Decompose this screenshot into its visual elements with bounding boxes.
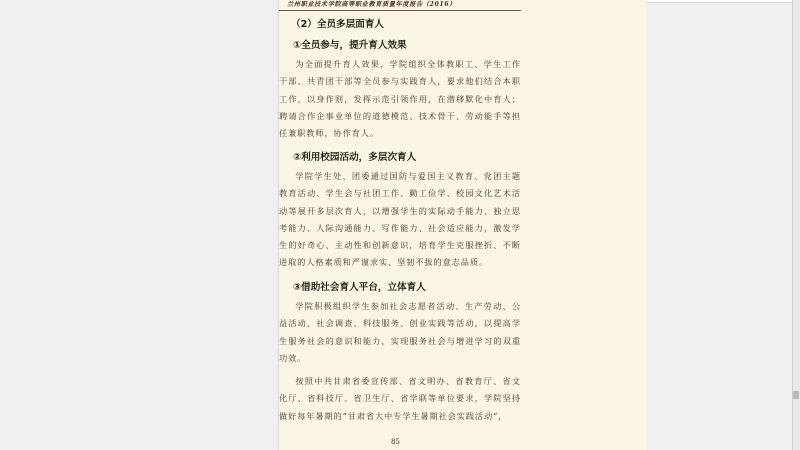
scrollbar-thumb[interactable] bbox=[793, 391, 799, 399]
vertical-scrollbar[interactable] bbox=[792, 0, 800, 450]
subheading-2: ②利用校园活动，多层次育人 bbox=[293, 152, 417, 163]
paragraph-2: 学院学生处、团委通过国防与爱国主义教育、党团主题教育活动、学生会与社团工作、勤工俭学、校园文化艺术活动等展开多层次育人，以增强学生的实际动手能力、独立思考能力、人际沟通能力、写作能力、社会适应能力，激发学生的好奇心、主动性和创新意识，培育学生克服挫折、不断进取的人格素质和严谨求实、坚韧不拔的意志品质。 bbox=[279, 171, 521, 268]
viewer-top-strip bbox=[646, 0, 800, 3]
subheading-1: ①全员参与，提升育人效果 bbox=[293, 40, 407, 51]
header-rule bbox=[279, 10, 521, 11]
paragraph-1: 为全面提升育人效果，学院组织全体教职工、学生工作干部、共青团干部等全员参与实践育人，要求他们结合本职工作，以身作则，发挥示范引领作用，在潜移默化中育人；聘请合作企事业单位的道德模范、技术骨干、劳动能手等担任兼职教师，协作育人。 bbox=[279, 59, 521, 139]
page-number: 85 bbox=[391, 438, 400, 446]
running-header: 兰州职业技术学院高等职业教育质量年度报告（2016） bbox=[287, 1, 456, 8]
paragraph-4: 按照中共甘肃省委宣传部、省文明办、省教育厅、省文化厅、省科技厅、省卫生厅、省学联等单位要求，学院坚持做好每年暑期的“甘肃省大中专学生暑期社会实践活动”， bbox=[279, 376, 521, 421]
section-title: （2）全员多层面育人 bbox=[291, 19, 385, 30]
subheading-3: ③借助社会育人平台，立体育人 bbox=[293, 282, 426, 293]
paragraph-3: 学院积极组织学生参加社会志愿者活动、生产劳动、公益活动、社会调查、科技服务、创业实践等活动，以提高学生服务社会的意识和能力，实现服务社会与增进学习的双重功效。 bbox=[279, 301, 521, 363]
viewer-side-area bbox=[646, 0, 792, 450]
document-page bbox=[279, 0, 646, 450]
